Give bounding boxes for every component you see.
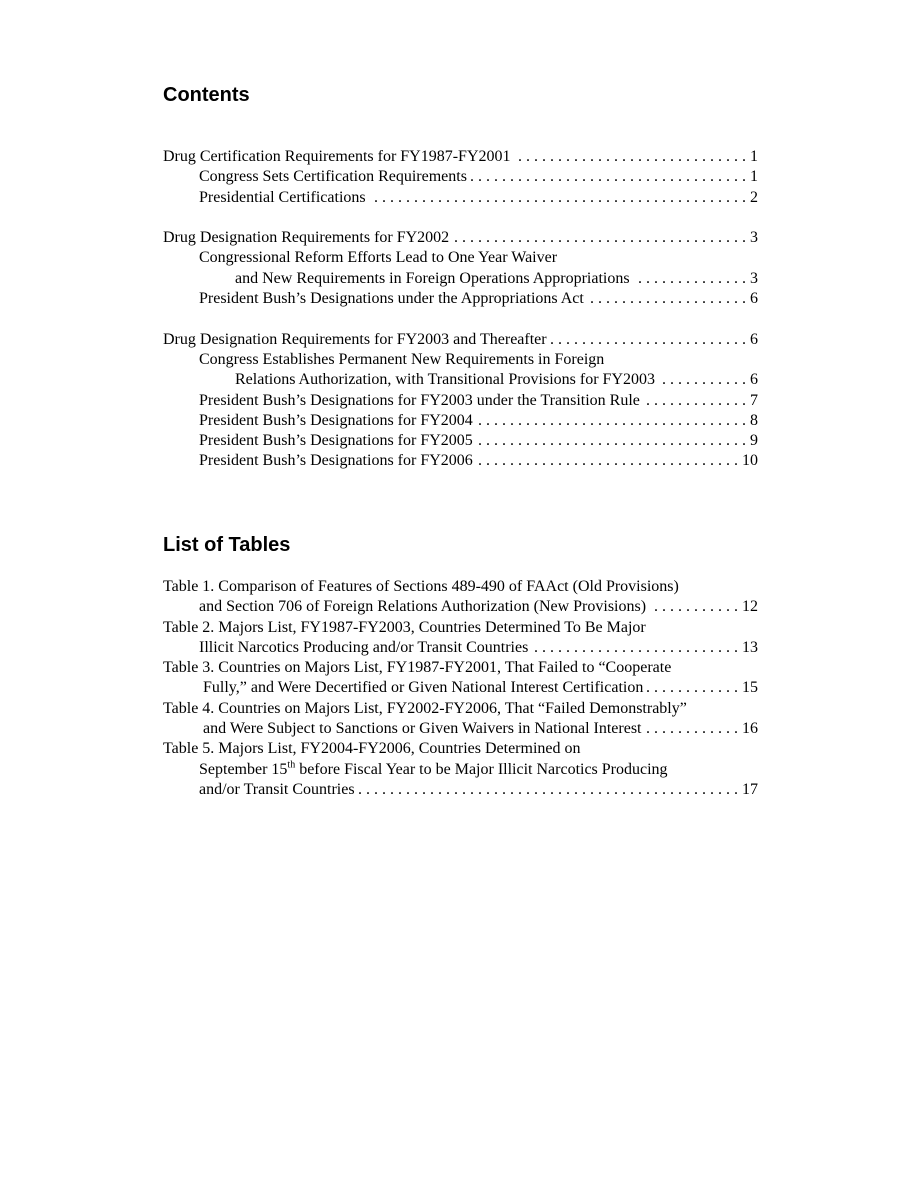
table-entry-page: 16 <box>742 720 758 738</box>
table-entry-line2[interactable] <box>163 638 758 658</box>
table-entry-page: 12 <box>742 598 758 616</box>
toc-entry-page: 6 <box>750 290 758 308</box>
toc-entry-page: 6 <box>750 371 758 389</box>
toc-subentry[interactable] <box>163 411 758 431</box>
table-entry-line2[interactable] <box>163 597 758 617</box>
toc-subentry[interactable] <box>163 289 758 309</box>
dot-leader <box>659 370 746 390</box>
toc-entry-label: and New Requirements in Foreign Operations Appropriations <box>235 269 630 287</box>
dot-leader <box>477 451 738 471</box>
table-entry-line2[interactable] <box>163 719 758 739</box>
table-entry-page: 17 <box>742 780 758 798</box>
toc-entry-label: Drug Designation Requirements for FY2003 and Thereafter <box>163 330 547 348</box>
dot-leader <box>650 597 738 617</box>
table-entry-label: Fully,” and Were Decertified or Given National Interest Certification <box>203 679 644 697</box>
toc-entry-label: President Bush’s Designations for FY2006 <box>199 452 473 470</box>
list-of-tables <box>163 577 758 800</box>
dot-leader <box>477 411 746 431</box>
toc-entry-page: 10 <box>742 452 758 470</box>
toc-entry-label: Drug Designation Requirements for FY2002 <box>163 229 450 247</box>
table-entry-line1[interactable] <box>163 699 758 719</box>
contents-list <box>163 147 758 472</box>
toc-entry-label: Congress Sets Certification Requirements <box>199 168 467 186</box>
table-entry-line1[interactable] <box>163 739 758 759</box>
toc-entry-label: Drug Certification Requirements for FY1987-FY2001 <box>163 148 511 165</box>
table-entry-line3[interactable] <box>163 780 758 800</box>
toc-subentry[interactable] <box>163 451 758 471</box>
toc-entry-label: President Bush’s Designations under the Appropriations Act <box>199 290 584 308</box>
toc-subentry-line1[interactable] <box>163 248 758 268</box>
table-entry-label <box>199 760 668 780</box>
dot-leader <box>370 188 746 208</box>
toc-entry-page: 8 <box>750 411 758 429</box>
table-entry-line2[interactable] <box>163 760 758 780</box>
dot-leader <box>588 289 746 309</box>
table-entry-line2[interactable] <box>163 678 758 698</box>
toc-subentry[interactable] <box>163 391 758 411</box>
toc-entry-page: 7 <box>750 391 758 409</box>
table-entry-label: Table 3. Countries on Majors List, FY1987-FY2001, That Failed to “Cooperate <box>163 659 672 677</box>
toc-subentry-line2[interactable] <box>163 269 758 289</box>
toc-entry-page: 2 <box>750 188 758 206</box>
dot-leader <box>646 719 739 739</box>
toc-subentry[interactable] <box>163 431 758 451</box>
table-entry-label: Illicit Narcotics Producing and/or Transit Countries <box>199 638 529 656</box>
table-entry-page: 15 <box>742 679 758 697</box>
dot-leader <box>634 269 746 289</box>
table-entry-label: and Were Subject to Sanctions or Given Waivers in National Interest <box>203 720 642 738</box>
toc-entry[interactable] <box>163 147 758 167</box>
dot-leader <box>647 678 738 698</box>
table-entry-line1[interactable] <box>163 658 758 678</box>
toc-entry-label: Congressional Reform Efforts Lead to One Year Waiver <box>199 249 558 267</box>
table-entry-date: September 15 <box>199 760 288 778</box>
table-entry-line1[interactable] <box>163 618 758 638</box>
table-entry-label: Table 5. Majors List, FY2004-FY2006, Countries Determined on <box>163 740 581 758</box>
table-entry-page: 13 <box>742 638 758 656</box>
dot-leader <box>453 228 746 248</box>
toc-entry-label: Presidential Certifications <box>199 188 366 206</box>
toc-entry-label: Congress Establishes Permanent New Requirements in Foreign <box>199 350 605 368</box>
contents-heading: Contents <box>163 84 250 106</box>
toc-entry-page: 1 <box>750 168 758 186</box>
table-entry-line1[interactable] <box>163 577 758 597</box>
toc-subentry[interactable] <box>163 188 758 208</box>
list-of-tables-heading: List of Tables <box>163 534 291 556</box>
dot-leader <box>532 638 738 658</box>
table-entry-label: Table 4. Countries on Majors List, FY2002-FY2006, That “Failed Demonstrably” <box>163 699 687 717</box>
toc-entry-label: President Bush’s Designations for FY2005 <box>199 432 473 450</box>
toc-entry-label: Relations Authorization, with Transitional Provisions for FY2003 <box>235 371 656 389</box>
toc-entry-page: 1 <box>750 148 758 165</box>
toc-entry-page: 3 <box>750 229 758 247</box>
toc-entry-page: 6 <box>750 330 758 348</box>
dot-leader <box>477 431 746 451</box>
dot-leader <box>359 780 738 800</box>
toc-entry-page: 9 <box>750 432 758 450</box>
table-entry-label-rest: before Fiscal Year to be Major Illicit Narcotics Producing <box>295 760 668 778</box>
toc-subentry[interactable] <box>163 167 758 187</box>
toc-entry[interactable] <box>163 330 758 350</box>
dot-leader <box>551 330 746 350</box>
toc-entry-label: President Bush’s Designations for FY2003 under the Transition Rule <box>199 391 640 409</box>
dot-leader <box>471 167 746 187</box>
toc-subentry-line1[interactable] <box>163 350 758 370</box>
dot-leader <box>644 391 746 411</box>
table-entry-label: Table 1. Comparison of Features of Sections 489-490 of FAAct (Old Provisions) <box>163 578 679 595</box>
table-entry-label: and/or Transit Countries <box>199 780 355 798</box>
dot-leader <box>515 147 747 167</box>
toc-subentry-line2[interactable] <box>163 370 758 390</box>
toc-entry-label: President Bush’s Designations for FY2004 <box>199 411 473 429</box>
toc-entry[interactable] <box>163 228 758 248</box>
toc-entry-page: 3 <box>750 269 758 287</box>
table-entry-label: Table 2. Majors List, FY1987-FY2003, Countries Determined To Be Major <box>163 618 646 636</box>
table-entry-label: and Section 706 of Foreign Relations Authorization (New Provisions) <box>199 598 647 616</box>
ordinal-suffix: th <box>287 759 296 771</box>
